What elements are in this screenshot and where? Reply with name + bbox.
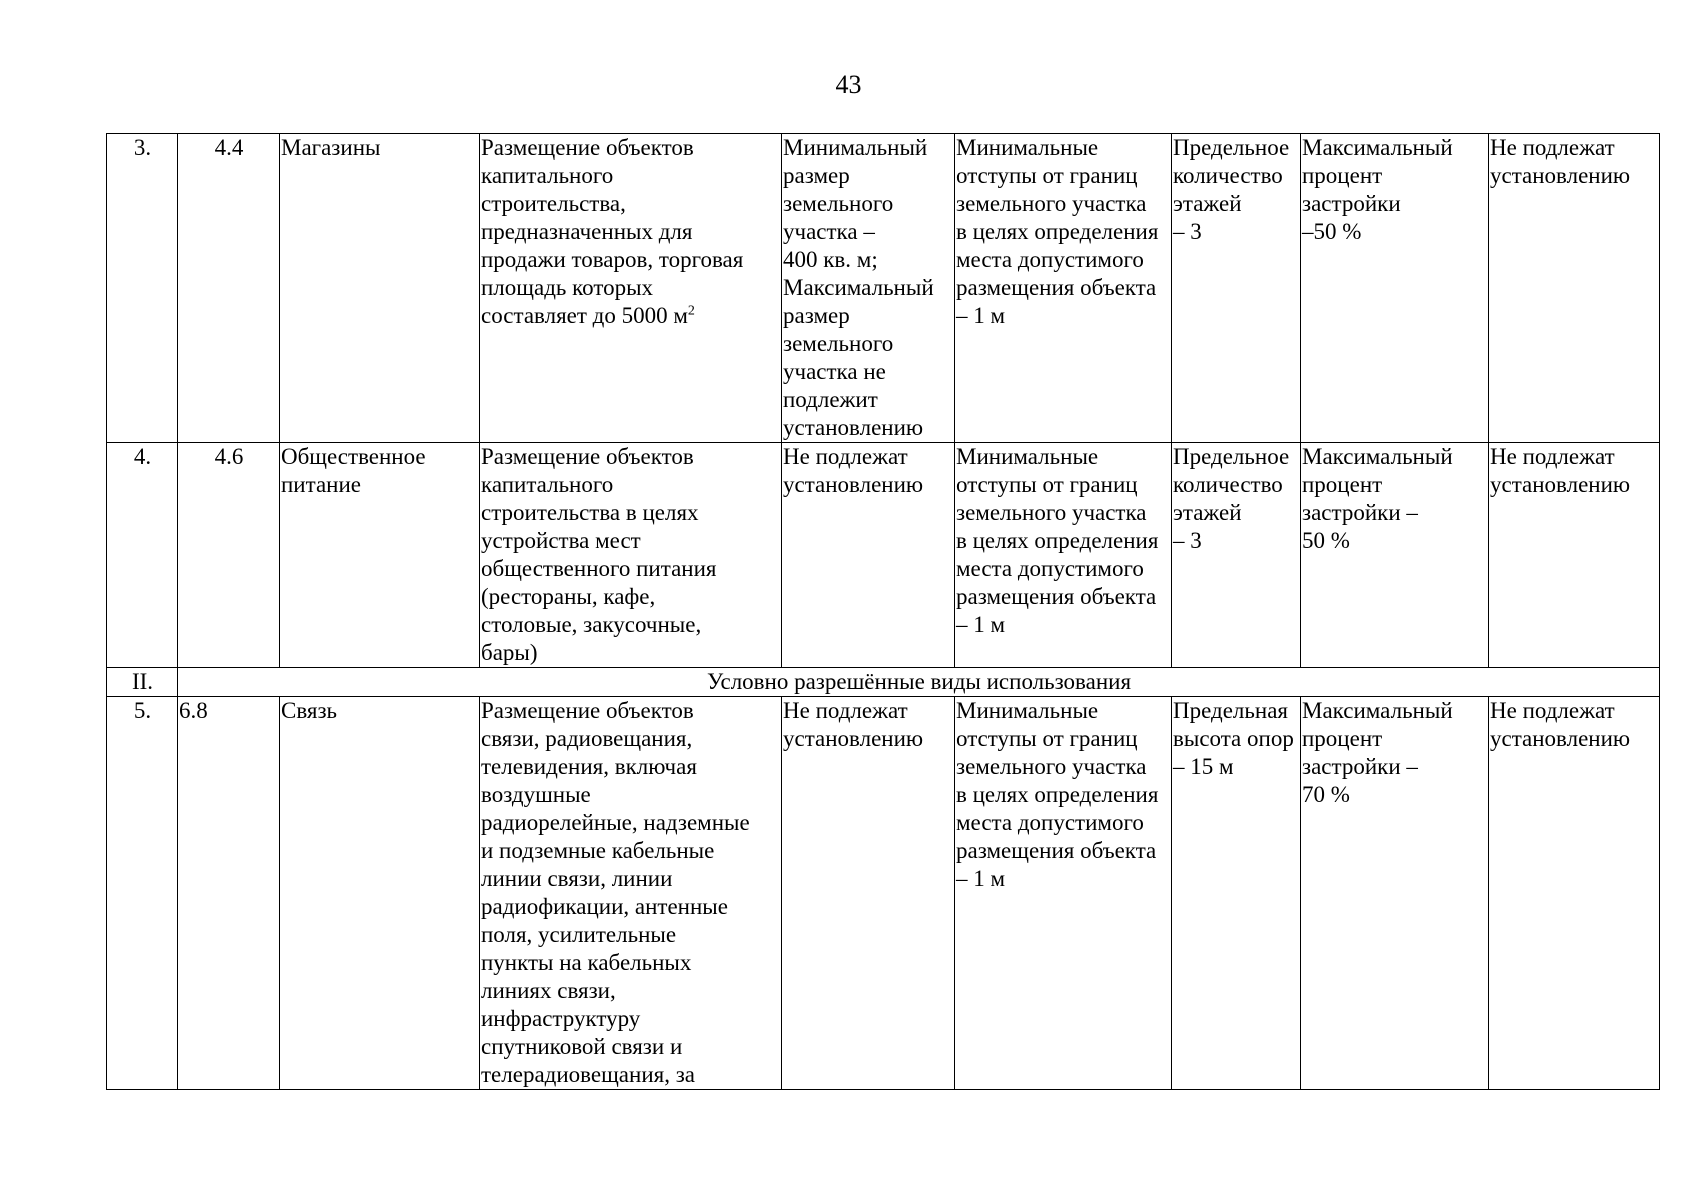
page-number: 43 [835, 70, 862, 99]
setback-limits: Минимальные отступы от границ земельного участка в целях определения места допустимого размещения объекта – 1 м [955, 697, 1172, 1090]
row-number: 5. [107, 697, 178, 1090]
coverage-limits: Максимальный процент застройки –50 % [1301, 134, 1489, 443]
use-code: 4.4 [178, 134, 280, 443]
row-number: 3. [107, 134, 178, 443]
use-code: 4.6 [178, 443, 280, 668]
use-description: Размещение объектов капитального строительства в целях устройства мест общественного питания (рестораны, кафе, столовые, закусочные, бары) [480, 443, 782, 668]
height-limits: Предельное количество этажей – 3 [1172, 443, 1301, 668]
coverage-limits: Максимальный процент застройки – 50 % [1301, 443, 1489, 668]
use-description-text: Размещение объектов капитального строительства, предназначенных для продажи товаров, торговая площадь которых составляет до 5000 м [481, 135, 744, 328]
table-row [107, 443, 1660, 668]
row-number: 4. [107, 443, 178, 668]
plot-size-limits: Минимальный размер земельного участка – 400 кв. м; Максимальный размер земельного участка не подлежит установлению [782, 134, 955, 443]
height-limits: Предельная высота опор – 15 м [1172, 697, 1301, 1090]
use-description [480, 134, 782, 443]
other-limits: Не подлежат установлению [1489, 443, 1660, 668]
use-name: Магазины [280, 134, 480, 443]
setback-limits: Минимальные отступы от границ земельного участка в целях определения места допустимого размещения объекта – 1 м [955, 443, 1172, 668]
use-description: Размещение объектов связи, радиовещания, телевидения, включая воздушные радиорелейные, надземные и подземные кабельные линии связи, линии радиофикации, антенные поля, усилительные пункты на кабельных линиях связи, инфраструктуру спутниковой связи и телерадиовещания, за [480, 697, 782, 1090]
coverage-limits: Максимальный процент застройки – 70 % [1301, 697, 1489, 1090]
other-limits: Не подлежат установлению [1489, 134, 1660, 443]
table-row [107, 134, 1660, 443]
plot-size-limits: Не подлежат установлению [782, 697, 955, 1090]
use-name: Общественное питание [280, 443, 480, 668]
height-limits: Предельное количество этажей – 3 [1172, 134, 1301, 443]
section-title: Условно разрешённые виды использования [178, 668, 1660, 697]
superscript: 2 [687, 303, 695, 319]
setback-limits: Минимальные отступы от границ земельного участка в целях определения места допустимого размещения объекта – 1 м [955, 134, 1172, 443]
land-use-table [106, 133, 1660, 1090]
table-row [107, 697, 1660, 1090]
plot-size-limits: Не подлежат установлению [782, 443, 955, 668]
use-code: 6.8 [178, 697, 280, 1090]
section-number: II. [107, 668, 178, 697]
section-header-row [107, 668, 1660, 697]
other-limits: Не подлежат установлению [1489, 697, 1660, 1090]
use-name: Связь [280, 697, 480, 1090]
